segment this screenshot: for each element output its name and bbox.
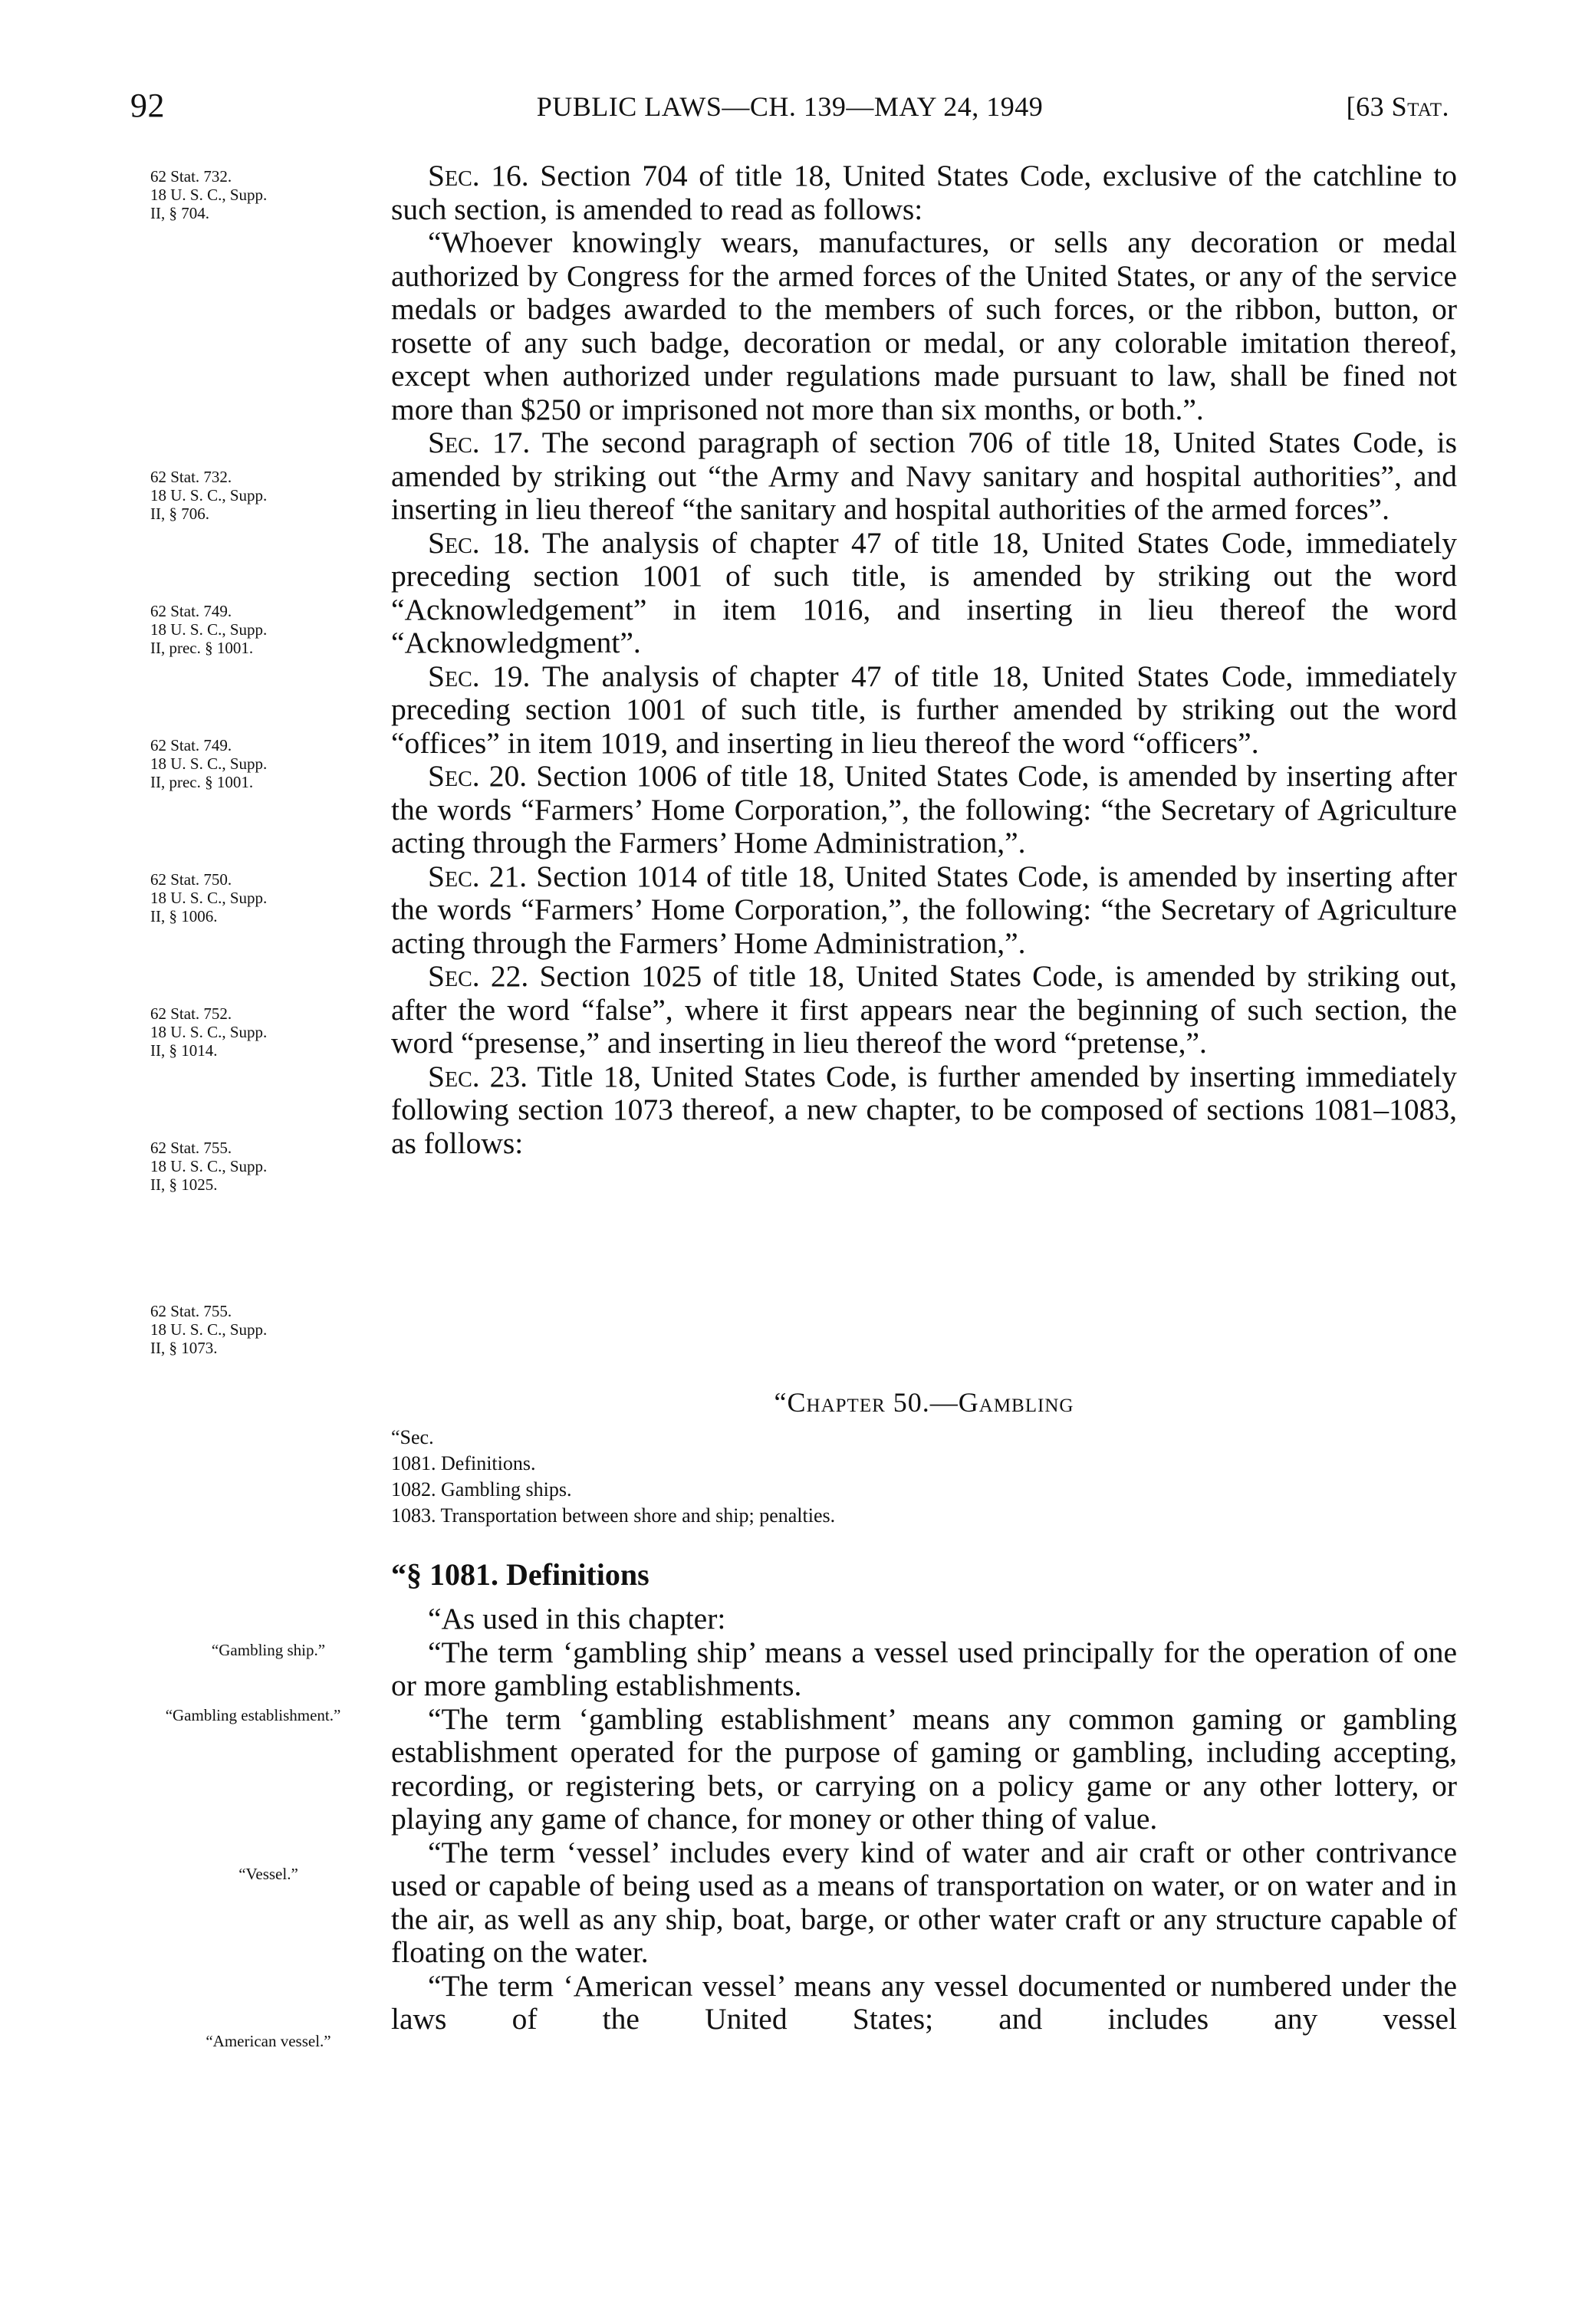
- margin-citation-line: 18 U. S. C., Supp.: [150, 620, 268, 639]
- margin-citation: [150, 1302, 403, 1357]
- section-heading: “§ 1081. Definitions: [391, 1557, 650, 1592]
- section-18: [391, 527, 1457, 660]
- section-23: [391, 1060, 1457, 1161]
- section-21: [391, 860, 1457, 961]
- margin-citation-line: 62 Stat. 752.: [150, 1004, 232, 1023]
- margin-citation-line: 18 U. S. C., Supp.: [150, 486, 268, 505]
- section-text: The analysis of chapter 47 of title 18, United States Code, immediately preceding section 1001 of such title, is further amended by striking out the word “offices” in item 1019, and inserting in lieu thereof the word “officers”.: [391, 659, 1457, 760]
- margin-citation-line: II, prec. § 1001.: [150, 639, 254, 657]
- section-text: The second paragraph of section 706 of title 18, United States Code, is amended by striking out “the Army and Navy sanitary and hospital authorities”, and inserting in lieu thereof “the sanitary and hospital authorities of the armed forces”.: [391, 426, 1457, 526]
- margin-citation: [150, 167, 403, 222]
- volume-citation: [63 Stat.: [1346, 91, 1449, 122]
- definition-vessel: “The term ‘vessel’ includes every kind of water and air craft or other contrivance used or capable of being used as a means of transportation on water, or on water and in the air, as well as any ship, boat, barge, or other water craft or any structure capable of floating on the water.: [391, 1835, 1457, 1969]
- section-text: Section 1025 of title 18, United States Code, is amended by striking out, after the word “false”, where it first appears near the beginning of such section, the word “presense,” and inserting in lieu thereof the word “pretense,”.: [391, 959, 1458, 1060]
- chapter-contents: [391, 1425, 1457, 1529]
- margin-citation-line: 62 Stat. 750.: [150, 870, 232, 889]
- margin-citation-line: II, § 1006.: [150, 907, 218, 925]
- toc-item: 1081. Definitions.: [391, 1452, 536, 1474]
- section-22: [391, 960, 1457, 1060]
- margin-citation-line: II, § 1073.: [150, 1339, 218, 1357]
- section-16-quote: “Whoever knowingly wears, manufactures, or sells any decoration or medal authorized by Congress for the armed forces of the United States, or any of the service medals or badges awarded to the members of such forces, or the ribbon, button, or rosette of any such badge, decoration or medal, or any colorable imitation thereof, except when authorized under regulations made pursuant to law, shall be fined not more than $250 or imprisoned not more than six months, or both.”.: [391, 225, 1457, 426]
- body-text: [391, 159, 1457, 1160]
- margin-term-note: “Gambling ship.”: [211, 1641, 326, 1659]
- margin-citation: [150, 468, 403, 523]
- margin-citation-line: 62 Stat. 749.: [150, 736, 232, 754]
- section-20: [391, 760, 1457, 860]
- margin-citation-line: 62 Stat. 749.: [150, 602, 232, 620]
- margin-citation-line: II, § 1014.: [150, 1041, 218, 1060]
- margin-citation: [150, 1139, 403, 1194]
- margin-citation-line: 62 Stat. 755.: [150, 1139, 232, 1157]
- section-17: [391, 426, 1457, 527]
- margin-term-note: “Vessel.”: [238, 1865, 298, 1883]
- margin-citation-line: 18 U. S. C., Supp.: [150, 1023, 268, 1041]
- margin-citation-line: 18 U. S. C., Supp.: [150, 889, 268, 907]
- page-header: [130, 87, 1449, 136]
- margin-citation-line: 62 Stat. 732.: [150, 167, 232, 186]
- margin-citation-line: 18 U. S. C., Supp.: [150, 1157, 268, 1175]
- margin-citation-line: II, § 706.: [150, 505, 209, 523]
- section-label: Sec. 18.: [428, 525, 531, 560]
- section-label: Sec. 23.: [428, 1059, 528, 1093]
- definition-gambling-ship: “The term ‘gambling ship’ means a vessel used principally for the operation of one or more gambling establishments.: [391, 1635, 1457, 1702]
- definitions-text: [391, 1602, 1457, 2036]
- section-text: The analysis of chapter 47 of title 18, United States Code, immediately preceding section 1001 of such title, is amended by striking out the word “Acknowledgement” in item 1016, and inserting in lieu thereof the word “Acknowledgment”.: [391, 525, 1457, 659]
- margin-citation-line: 18 U. S. C., Supp.: [150, 186, 268, 204]
- margin-citation-line: II, § 704.: [150, 204, 209, 222]
- toc-item: 1082. Gambling ships.: [391, 1478, 572, 1501]
- section-label: Sec. 16.: [428, 159, 529, 192]
- chapter-heading: “Chapter 50.—Gambling: [774, 1387, 1074, 1418]
- section-label: Sec. 21.: [428, 859, 528, 893]
- margin-citation-line: 62 Stat. 755.: [150, 1302, 232, 1320]
- margin-term-note: “American vessel.”: [206, 2032, 331, 2050]
- margin-citation-line: II, prec. § 1001.: [150, 773, 254, 791]
- margin-citation-line: 18 U. S. C., Supp.: [150, 754, 268, 773]
- section-label: Sec. 22.: [428, 959, 529, 993]
- definitions-intro: “As used in this chapter:: [428, 1602, 726, 1635]
- definition-american-vessel: “The term ‘American vessel’ means any vessel documented or numbered under the laws of the United States; and includes any vessel: [391, 1968, 1457, 2036]
- section-label: Sec. 19.: [428, 659, 531, 693]
- section-text: Section 1014 of title 18, United States Code, is amended by inserting after the words “Farmers’ Home Corporation,”, the following: “the Secretary of Agriculture acting through the Farmers’ Home Administration,”.: [391, 859, 1458, 960]
- margin-citation: [150, 602, 403, 657]
- margin-citation-line: II, § 1025.: [150, 1175, 218, 1194]
- section-label: Sec. 17.: [428, 426, 531, 459]
- section-19: [391, 660, 1457, 761]
- margin-citation-line: 62 Stat. 732.: [150, 468, 232, 486]
- definition-gambling-establishment: “The term ‘gambling establishment’ means any common gaming or gambling establishment operated for the purpose of gaming or gambling, including accepting, recording, or registering bets, or carrying on a policy game or any other lottery, or playing any game of chance, for money or other thing of value.: [391, 1701, 1457, 1836]
- page-number: 92: [130, 87, 165, 124]
- margin-term-note: “Gambling establishment.”: [165, 1706, 341, 1724]
- margin-citation: [150, 736, 403, 791]
- section-text: Section 1006 of title 18, United States Code, is amended by inserting after the words “Farmers’ Home Corporation,”, the following: “the Secretary of Agriculture acting through the Farmers’ Home Administration,”.: [391, 759, 1458, 860]
- toc-label: “Sec.: [391, 1426, 434, 1448]
- section-label: Sec. 20.: [428, 759, 528, 793]
- margin-citation-line: 18 U. S. C., Supp.: [150, 1320, 268, 1339]
- section-text: Section 704 of title 18, United States Code, exclusive of the catchline to such section, is amended to read as follows:: [391, 159, 1458, 226]
- margin-citation: [150, 870, 403, 925]
- section-16: [391, 159, 1457, 226]
- toc-item: 1083. Transportation between shore and ship; penalties.: [391, 1504, 836, 1527]
- section-text: Title 18, United States Code, is further amended by inserting immediately following section 1073 thereof, a new chapter, to be composed of sections 1081–1083, as follows:: [391, 1059, 1457, 1160]
- running-head: PUBLIC LAWS—CH. 139—MAY 24, 1949: [536, 91, 1044, 122]
- margin-citation: [150, 1004, 403, 1060]
